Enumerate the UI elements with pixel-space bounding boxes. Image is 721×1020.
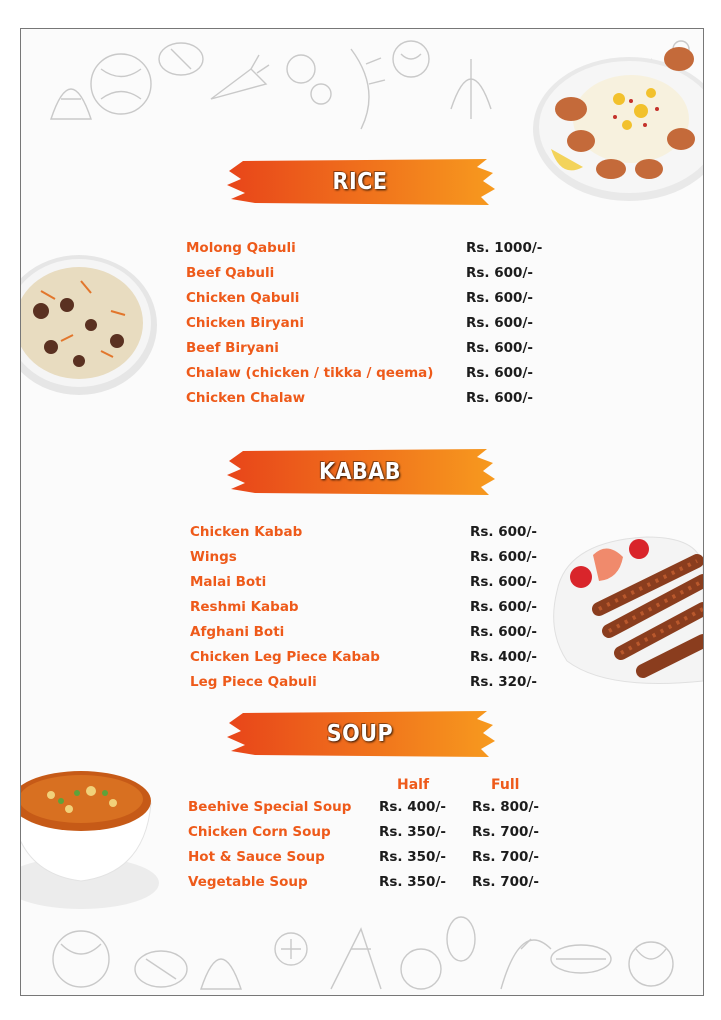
menu-item-price-full: Rs. 700/- bbox=[472, 874, 539, 890]
menu-item-price: Rs. 600/- bbox=[466, 290, 533, 306]
section-title: KABAB bbox=[318, 459, 402, 485]
menu-item-name: Chicken Corn Soup bbox=[188, 824, 331, 840]
seekh-kabab-image bbox=[547, 531, 703, 691]
menu-page bbox=[20, 28, 704, 996]
menu-item-price: Rs. 600/- bbox=[470, 524, 537, 540]
qabuli-pulao-image bbox=[21, 251, 159, 397]
menu-item-row bbox=[186, 336, 566, 361]
menu-item-name: Chicken Qabuli bbox=[186, 290, 300, 306]
menu-item-price-full: Rs. 700/- bbox=[472, 849, 539, 865]
menu-item-row bbox=[186, 261, 566, 286]
menu-item-name: Molong Qabuli bbox=[186, 240, 296, 256]
menu-item-name: Leg Piece Qabuli bbox=[190, 674, 317, 690]
menu-item-row bbox=[190, 545, 570, 570]
soup-full-column-header: Full bbox=[491, 777, 520, 793]
menu-item-name: Chalaw (chicken / tikka / qeema) bbox=[186, 365, 434, 381]
menu-item-row bbox=[186, 311, 566, 336]
menu-item-price-half: Rs. 350/- bbox=[379, 874, 446, 890]
menu-item-price-full: Rs. 800/- bbox=[472, 799, 539, 815]
menu-item-price: Rs. 600/- bbox=[470, 624, 537, 640]
menu-item-row bbox=[190, 645, 570, 670]
menu-item-name: Chicken Leg Piece Kabab bbox=[190, 649, 380, 665]
menu-item-row bbox=[190, 670, 570, 695]
menu-item-price: Rs. 1000/- bbox=[466, 240, 543, 256]
menu-item-row bbox=[188, 795, 568, 820]
menu-item-price: Rs. 600/- bbox=[466, 315, 533, 331]
menu-item-row bbox=[190, 595, 570, 620]
menu-item-row bbox=[188, 845, 568, 870]
rice-platter-image bbox=[531, 29, 703, 209]
menu-item-price: Rs. 600/- bbox=[470, 599, 537, 615]
menu-item-row bbox=[188, 820, 568, 845]
menu-item-price: Rs. 600/- bbox=[466, 390, 533, 406]
menu-item-row bbox=[190, 520, 570, 545]
menu-item-price-full: Rs. 700/- bbox=[472, 824, 539, 840]
menu-item-name: Malai Boti bbox=[190, 574, 267, 590]
menu-item-row bbox=[190, 570, 570, 595]
menu-item-name: Chicken Kabab bbox=[190, 524, 303, 540]
menu-item-name: Chicken Chalaw bbox=[186, 390, 306, 406]
menu-item-name: Beef Biryani bbox=[186, 340, 279, 356]
menu-item-price-half: Rs. 400/- bbox=[379, 799, 446, 815]
menu-item-price: Rs. 600/- bbox=[466, 265, 533, 281]
menu-item-name: Afghani Boti bbox=[190, 624, 285, 640]
menu-item-row bbox=[186, 286, 566, 311]
menu-item-price: Rs. 600/- bbox=[470, 549, 537, 565]
section-title: SOUP bbox=[326, 721, 394, 747]
menu-item-row bbox=[188, 870, 568, 895]
menu-item-price: Rs. 400/- bbox=[470, 649, 537, 665]
menu-item-row bbox=[186, 361, 566, 386]
menu-item-row bbox=[186, 236, 566, 261]
menu-item-price: Rs. 320/- bbox=[470, 674, 537, 690]
menu-item-price-half: Rs. 350/- bbox=[379, 824, 446, 840]
menu-item-row bbox=[190, 620, 570, 645]
kabab-section-banner bbox=[225, 445, 495, 499]
menu-item-price: Rs. 600/- bbox=[466, 340, 533, 356]
rice-section-banner bbox=[225, 155, 495, 209]
menu-item-name: Wings bbox=[190, 549, 237, 565]
menu-item-name: Beef Qabuli bbox=[186, 265, 275, 281]
menu-item-name: Beehive Special Soup bbox=[188, 799, 352, 815]
soup-half-column-header: Half bbox=[397, 777, 430, 793]
menu-item-name: Vegetable Soup bbox=[188, 874, 308, 890]
soup-bowl-image bbox=[21, 763, 161, 913]
menu-item-name: Reshmi Kabab bbox=[190, 599, 299, 615]
menu-item-price-half: Rs. 350/- bbox=[379, 849, 446, 865]
menu-item-name: Hot & Sauce Soup bbox=[188, 849, 325, 865]
menu-item-price: Rs. 600/- bbox=[466, 365, 533, 381]
menu-item-price: Rs. 600/- bbox=[470, 574, 537, 590]
soup-section-banner bbox=[225, 707, 495, 761]
menu-item-name: Chicken Biryani bbox=[186, 315, 304, 331]
menu-item-row bbox=[186, 386, 566, 411]
section-title: RICE bbox=[332, 169, 388, 195]
